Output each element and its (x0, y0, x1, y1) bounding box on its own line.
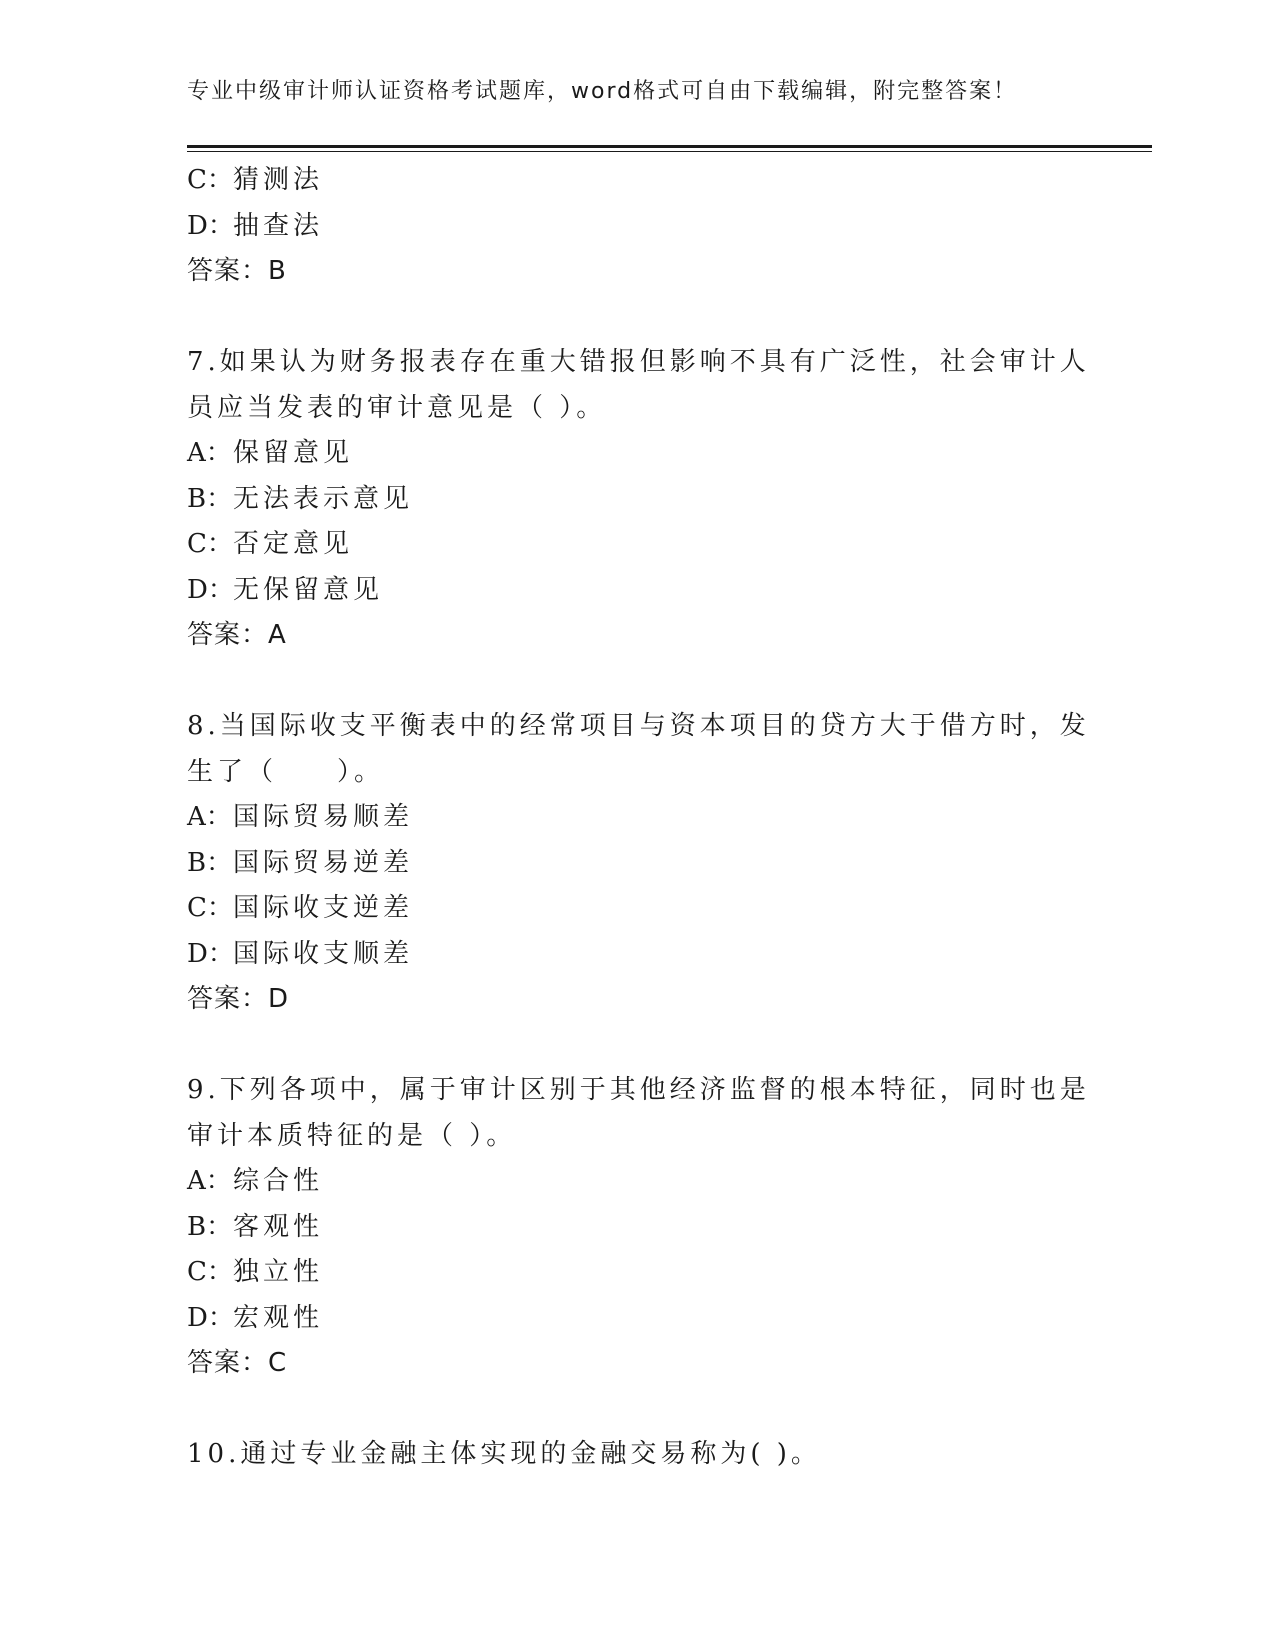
option-b (187, 477, 1087, 523)
option-key: C： (187, 893, 233, 923)
option-key: D： (187, 574, 234, 605)
option-text: 国际贸易顺差 (233, 802, 414, 832)
option-c (187, 1250, 1087, 1296)
option-c (187, 158, 1087, 204)
option-d (187, 1296, 1087, 1342)
option-d (187, 568, 1087, 614)
question-9-line-1: 9.下列各项中，属于审计区别于其他经济监督的根本特征，同时也是 (187, 1075, 1090, 1105)
answer-line: 答案：A (187, 620, 287, 650)
page-header: 专业中级审计师认证资格考试题库，word格式可自由下载编辑，附完整答案！ (187, 79, 1018, 104)
question-content (187, 158, 1090, 1478)
answer-line: 答案：B (187, 256, 287, 286)
option-b (187, 1205, 1087, 1251)
option-d (187, 204, 1087, 250)
option-c (187, 522, 1087, 568)
header-rule-thick (187, 145, 1152, 148)
option-key: A： (187, 438, 232, 468)
question-8-line-1: 8.当国际收支平衡表中的经常项目与资本项目的贷方大于借方时，发 (187, 711, 1090, 741)
option-key: C： (187, 1257, 233, 1287)
option-b (187, 841, 1087, 887)
option-text: 抽查法 (233, 210, 324, 241)
option-d (187, 932, 1087, 978)
option-text: 独立性 (233, 1257, 324, 1287)
option-a (187, 431, 1087, 477)
option-key: D： (187, 210, 234, 241)
option-key: B： (187, 1211, 233, 1242)
question-8-line-2: 生了（ ）。 (187, 756, 385, 787)
question-7-line-1: 7.如果认为财务报表存在重大错报但影响不具有广泛性，社会审计人 (187, 347, 1090, 377)
option-a (187, 795, 1087, 841)
option-text: 国际收支顺差 (233, 938, 414, 969)
option-key: D： (187, 938, 234, 969)
option-text: 国际收支逆差 (233, 893, 414, 923)
answer-line: 答案：D (187, 984, 290, 1014)
option-text: 综合性 (233, 1166, 324, 1196)
option-key: A： (187, 1166, 232, 1196)
option-key: A： (187, 802, 232, 832)
option-text: 客观性 (233, 1211, 324, 1242)
header-rule-thin (187, 151, 1152, 152)
option-text: 宏观性 (233, 1302, 324, 1333)
option-c (187, 886, 1087, 932)
option-text: 国际贸易逆差 (233, 847, 414, 878)
question-7-line-2: 员应当发表的审计意见是（ ）。 (187, 392, 607, 423)
option-text: 猜测法 (233, 165, 324, 195)
question-10-line-1: 10.通过专业金融主体实现的金融交易称为( )。 (187, 1439, 821, 1469)
option-text: 无保留意见 (233, 574, 384, 605)
option-text: 否定意见 (233, 529, 354, 559)
option-key: B： (187, 483, 233, 514)
option-text: 保留意见 (233, 438, 354, 468)
option-key: C： (187, 165, 233, 195)
option-key: B： (187, 847, 233, 878)
question-9-line-2: 审计本质特征的是（ ）。 (187, 1120, 517, 1151)
answer-line: 答案：C (187, 1348, 288, 1378)
option-key: C： (187, 529, 233, 559)
option-text: 无法表示意见 (233, 483, 414, 514)
option-key: D： (187, 1302, 234, 1333)
option-a (187, 1159, 1087, 1205)
